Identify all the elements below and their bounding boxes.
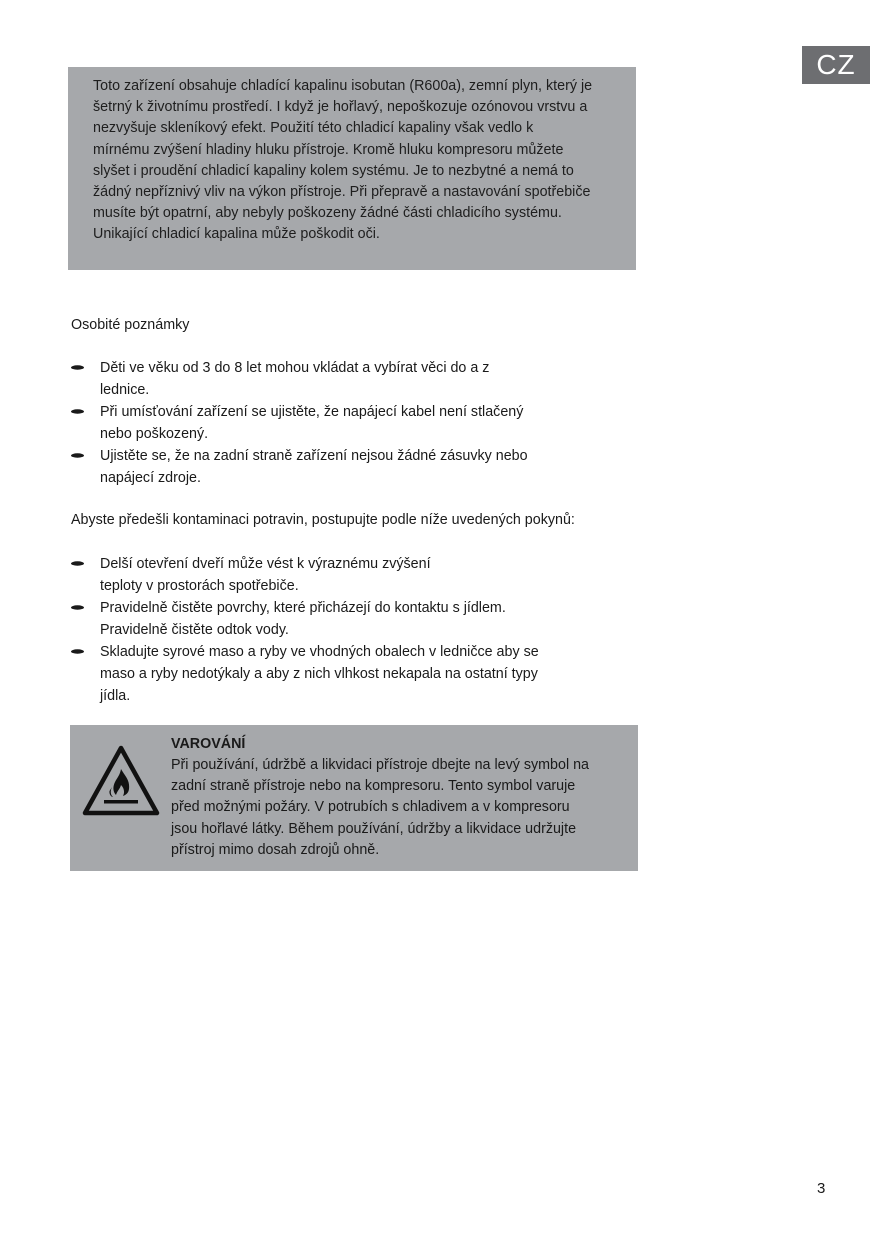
warning-text <box>171 734 631 861</box>
warning-title: VAROVÁNÍ <box>171 736 246 752</box>
list-item-line: jídla. <box>100 688 131 704</box>
list-item-line: Pravidelně čistěte odtok vody. <box>100 622 289 638</box>
list-item-line: napájecí zdroje. <box>100 470 201 486</box>
bullet-icon <box>71 365 84 370</box>
list-item-line: lednice. <box>100 382 150 398</box>
bullet-icon <box>71 561 84 566</box>
warning-box <box>70 725 638 871</box>
info-line: šetrný k životnímu prostředí. I když je hořlavý, nepoškozuje ozónovou vrstvu a <box>93 99 588 116</box>
info-line: mírnému zvýšení hladiny hluku přístroje. Kromě hluku kompresoru můžete <box>93 141 564 158</box>
bullet-icon <box>71 453 84 458</box>
list-item-line: teploty v prostorách spotřebiče. <box>100 578 299 594</box>
bullet-icon <box>71 649 84 654</box>
notes-list <box>71 357 591 489</box>
list-item <box>71 401 591 445</box>
warning-line: Při používání, údržbě a likvidaci přístroje dbejte na levý symbol na <box>171 757 589 773</box>
list-item <box>71 641 591 707</box>
bullet-icon <box>71 409 84 414</box>
list-item-line: maso a ryby nedotýkaly a aby z nich vlhkost nekapala na ostatní typy <box>100 666 538 682</box>
warning-line: zadní straně přístroje nebo na kompresoru. Tento symbol varuje <box>171 778 576 795</box>
list-item-line: Pravidelně čistěte povrchy, které přicházejí do kontaktu s jídlem. <box>100 600 506 616</box>
list-item-line: Skladujte syrové maso a ryby ve vhodných obalech v ledničce aby se <box>100 644 539 660</box>
list-item-line: Děti ve věku od 3 do 8 let mohou vkládat a vybírat věci do a z <box>100 360 490 376</box>
info-line: Unikající chladicí kapalina může poškodit oči. <box>93 226 380 243</box>
list-item-line: Ujistěte se, že na zadní straně zařízení nejsou žádné zásuvky nebo <box>100 448 528 464</box>
list-item <box>71 553 591 597</box>
warning-line: jsou hořlavé látky. Během používání, údržby a likvidace udržujte <box>171 820 577 837</box>
page-number: 3 <box>817 1180 826 1197</box>
flammable-warning-icon <box>82 745 160 817</box>
refrigerant-info-text <box>93 76 624 246</box>
list-item-line: nebo poškozený. <box>100 426 209 442</box>
list-item <box>71 597 591 641</box>
refrigerant-info-box <box>68 67 636 270</box>
notes-heading: Osobité poznámky <box>71 317 190 333</box>
warning-line: přístroj mimo dosah zdrojů ohně. <box>171 841 380 858</box>
info-line: Toto zařízení obsahuje chladící kapalinu isobutan (R600a), zemní plyn, který je <box>93 78 593 94</box>
list-item <box>71 357 591 401</box>
info-line: nezvyšuje skleníkový efekt. Použití této chladicí kapaliny však vedlo k <box>93 120 534 137</box>
info-line: musíte být opatrní, aby nebyly poškozeny žádné části chladicího systému. <box>93 205 562 222</box>
list-item <box>71 445 591 489</box>
bullet-icon <box>71 605 84 610</box>
info-line: slyšet i proudění chladicí kapaliny kolem systému. Je to nezbytné a nemá to <box>93 162 574 179</box>
contamination-intro: Abyste předešli kontaminaci potravin, postupujte podle níže uvedených pokynů: <box>71 512 575 528</box>
language-badge: CZ <box>802 46 870 84</box>
warning-line: před možnými požáry. V potrubích s chladivem a v kompresoru <box>171 799 570 816</box>
list-item-line: Při umísťování zařízení se ujistěte, že napájecí kabel není stlačený <box>100 404 524 420</box>
list-item-line: Delší otevření dveří může vést k výraznému zvýšení <box>100 556 431 572</box>
info-line: žádný nepříznivý vliv na výkon přístroje. Při přepravě a nastavování spotřebiče <box>93 184 591 201</box>
warning-body <box>171 755 631 861</box>
contamination-list <box>71 553 591 707</box>
